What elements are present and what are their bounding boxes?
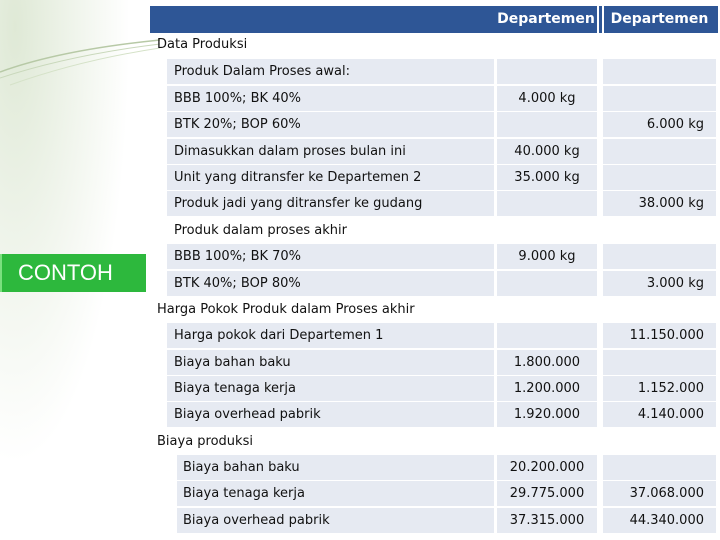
dept1-value: 1.920.000 (513, 407, 581, 422)
table-row (0, 59, 720, 84)
header-dept1: Departemen I (497, 11, 595, 54)
row-label: Produk Dalam Proses awal: (174, 64, 350, 79)
table-row (0, 376, 720, 401)
row-label: Data Produksi (157, 37, 248, 52)
dept2-value: 6.000 kg (646, 117, 704, 132)
row-label: BBB 100%; BK 70% (174, 249, 302, 264)
table-row (0, 32, 720, 57)
table-row (0, 402, 720, 427)
row-label: BTK 40%; BOP 80% (174, 276, 301, 291)
row-label: Biaya tenaga kerja (183, 486, 305, 501)
dept2-value: 11.150.000 (629, 328, 704, 343)
row-label: Biaya overhead pabrik (174, 407, 321, 422)
row-label: Harga pokok dari Departemen 1 (174, 328, 384, 343)
row-label: Biaya tenaga kerja (174, 381, 296, 396)
dept2-value: 37.068.000 (629, 486, 704, 501)
table-row (0, 481, 720, 506)
dept1-value: 20.200.000 (509, 460, 585, 475)
dept1-value: 37.315.000 (509, 513, 585, 528)
table-row (0, 139, 720, 164)
header-dept2: Departemen II (610, 11, 709, 54)
table-row (0, 112, 720, 137)
row-label: Biaya overhead pabrik (183, 513, 330, 528)
row-label: Biaya bahan baku (174, 355, 291, 370)
example-label: CONTOH (0, 254, 146, 292)
dept1-value: 29.775.000 (509, 486, 585, 501)
table-row (0, 350, 720, 375)
row-label: BTK 20%; BOP 60% (174, 117, 301, 132)
row-label: Dimasukkan dalam proses bulan ini (174, 144, 406, 159)
dept2-value: 44.340.000 (629, 513, 704, 528)
table-row (0, 191, 720, 216)
table-row (0, 86, 720, 111)
dept1-value: 1.800.000 (513, 355, 581, 370)
table-row (0, 218, 720, 243)
row-label: Biaya bahan baku (183, 460, 300, 475)
dept1-value: 35.000 kg (514, 170, 580, 185)
table-row (0, 244, 720, 269)
row-label: Produk dalam proses akhir (174, 223, 347, 238)
dept2-value: 1.152.000 (637, 381, 704, 396)
dept1-value: 40.000 kg (514, 144, 580, 159)
table-row (0, 429, 720, 454)
table-row (0, 455, 720, 480)
table-row (0, 323, 720, 348)
dept1-value: 1.200.000 (513, 381, 581, 396)
row-label: Unit yang ditransfer ke Departemen 2 (174, 170, 422, 185)
table-row (0, 165, 720, 190)
table-row (0, 271, 720, 296)
table-row (0, 508, 720, 533)
dept1-value: 9.000 kg (518, 249, 576, 264)
row-label: Produk jadi yang ditransfer ke gudang (174, 196, 423, 211)
table-row (0, 297, 720, 322)
dept2-value: 38.000 kg (638, 196, 704, 211)
row-label: BBB 100%; BK 40% (174, 91, 302, 106)
row-label: Harga Pokok Produk dalam Proses akhir (157, 302, 415, 317)
row-label: Biaya produksi (157, 434, 253, 449)
dept1-value: 4.000 kg (518, 91, 576, 106)
dept2-value: 3.000 kg (646, 276, 704, 291)
dept2-value: 4.140.000 (637, 407, 704, 422)
